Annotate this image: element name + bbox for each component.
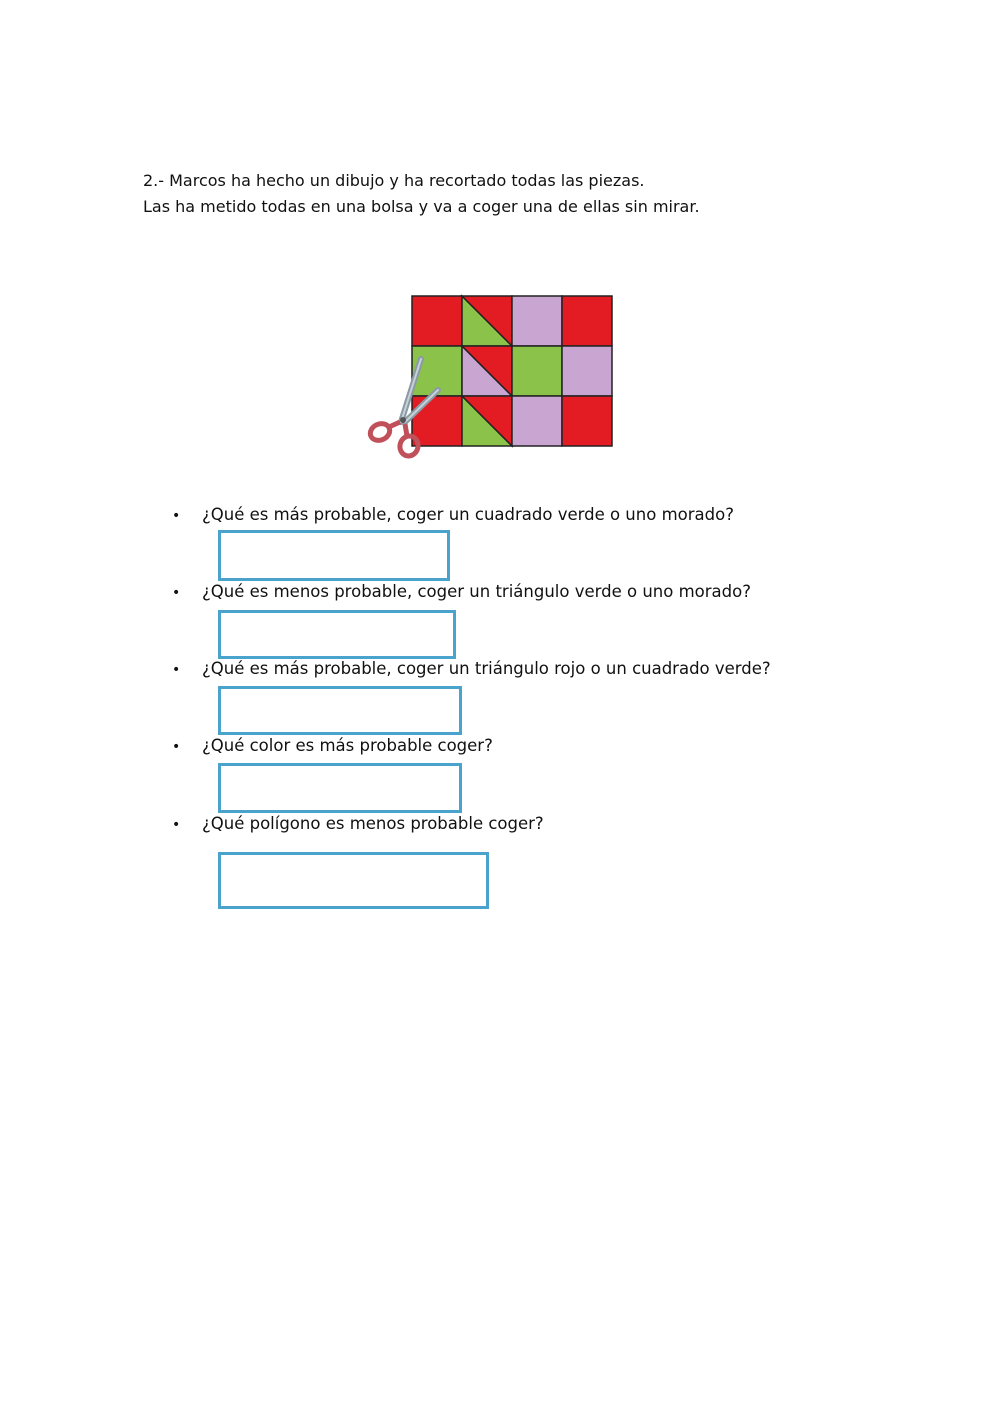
answer-3-field[interactable] [218,686,462,735]
answer-2-field[interactable] [218,610,456,659]
bullet: • [172,585,181,601]
tile-square-green [512,346,562,396]
question-3 [172,659,771,678]
tile-grid [412,296,612,446]
question-3-text: ¿Qué es más probable, coger un triángulo rojo o un cuadrado verde? [202,659,771,678]
bullet: • [172,739,181,755]
question-1-text: ¿Qué es más probable, coger un cuadrado verde o uno morado? [202,505,734,524]
intro-line-2: Las ha metido todas en una bolsa y va a coger una de ellas sin mirar. [143,197,700,216]
tile-square-purple [562,346,612,396]
bullet: • [172,508,181,524]
question-5 [172,814,544,833]
bullet: • [172,662,181,678]
question-4-text: ¿Qué color es más probable coger? [202,736,493,755]
question-2 [172,582,751,601]
tile-square-red [412,396,462,446]
question-4 [172,736,493,755]
answer-4-field[interactable] [218,763,462,813]
bullet: • [172,817,181,833]
intro-text [143,168,700,220]
tile-drawing-figure [365,294,615,466]
intro-line-1: 2.- Marcos ha hecho un dibujo y ha recortado todas las piezas. [143,171,645,190]
tile-square-red [412,296,462,346]
tile-square-red [562,296,612,346]
tile-grid-image [365,294,615,466]
answer-1-field[interactable] [218,530,450,581]
question-5-text: ¿Qué polígono es menos probable coger? [202,814,544,833]
tile-square-purple [512,296,562,346]
tile-square-red [562,396,612,446]
question-2-text: ¿Qué es menos probable, coger un triángulo verde o uno morado? [202,582,751,601]
answer-5-field[interactable] [218,852,489,909]
question-1 [172,505,734,524]
tile-square-purple [512,396,562,446]
